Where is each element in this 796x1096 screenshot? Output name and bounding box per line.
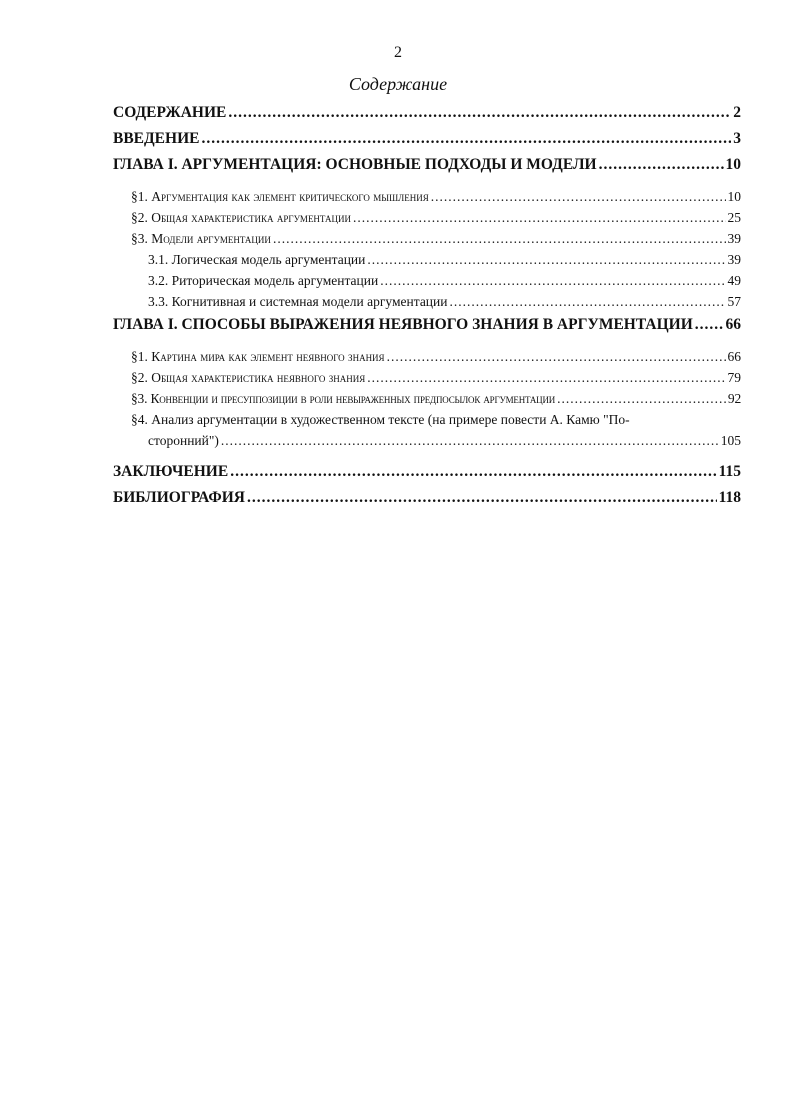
toc-entry-ch2-sec4[interactable] bbox=[113, 409, 741, 451]
toc-entry-label-line2: сторонний") bbox=[148, 433, 219, 448]
toc-entry-ch1-sec3-1[interactable] bbox=[113, 249, 741, 270]
toc-entry-page: 115 bbox=[718, 463, 741, 480]
dot-leader bbox=[557, 388, 726, 409]
toc-entry-page: 39 bbox=[727, 252, 741, 267]
dot-leader bbox=[449, 291, 725, 312]
dot-leader bbox=[695, 312, 724, 338]
toc-entry-label: 3.2. Риторическая модель аргументации bbox=[148, 273, 379, 288]
toc-entry-ch1-sec3-2[interactable] bbox=[113, 270, 741, 291]
toc-entry-ch2-sec1[interactable] bbox=[113, 346, 741, 367]
toc-entry-page: 105 bbox=[720, 433, 741, 448]
toc-entry-chapter-1[interactable] bbox=[113, 152, 741, 178]
toc-entry-page: 25 bbox=[727, 210, 741, 225]
toc-entry-page: 10 bbox=[725, 156, 741, 173]
table-of-contents bbox=[113, 100, 741, 511]
toc-entry-page: 2 bbox=[733, 104, 741, 121]
toc-entry-page: 66 bbox=[727, 349, 741, 364]
toc-entry-label: ВВЕДЕНИЕ bbox=[113, 130, 200, 147]
dot-leader bbox=[247, 485, 717, 511]
toc-entry-page: 57 bbox=[727, 294, 741, 309]
dot-leader bbox=[230, 459, 716, 485]
toc-entry-chapter-2[interactable] bbox=[113, 312, 741, 338]
dot-leader bbox=[599, 152, 724, 178]
toc-entry-ch2-sec3[interactable] bbox=[113, 388, 741, 409]
toc-entry-label-line1: §4. Анализ аргументации в художественном тексте (на примере повести А. Камю "По- bbox=[131, 412, 630, 427]
toc-entry-page: 3 bbox=[733, 130, 741, 147]
dot-leader bbox=[273, 228, 726, 249]
toc-entry-ch2-sec2[interactable] bbox=[113, 367, 741, 388]
toc-entry-page: 118 bbox=[718, 489, 741, 506]
dot-leader bbox=[367, 367, 725, 388]
dot-leader bbox=[431, 186, 726, 207]
page-number: 2 bbox=[394, 44, 402, 61]
toc-entry-ch1-sec1[interactable] bbox=[113, 186, 741, 207]
toc-entry-label: §3. Конвенции и пресуппозиции в роли невыраженных предпосылок аргументации bbox=[131, 391, 556, 406]
dot-leader bbox=[221, 430, 719, 451]
toc-entry-introduction[interactable] bbox=[113, 126, 741, 152]
dot-leader bbox=[201, 126, 731, 152]
dot-leader bbox=[380, 270, 725, 291]
toc-entry-label: §3. Модели аргументации bbox=[131, 231, 271, 246]
dot-leader bbox=[387, 346, 726, 367]
toc-entry-label: СОДЕРЖАНИЕ bbox=[113, 104, 227, 121]
toc-entry-label: §1. Аргументация как элемент критического мышления bbox=[131, 189, 429, 204]
toc-entry-label: §2. Общая характеристика аргументации bbox=[131, 210, 351, 225]
toc-entry-label: §1. Картина мира как элемент неявного знания bbox=[131, 349, 385, 364]
dot-leader bbox=[367, 249, 725, 270]
dot-leader bbox=[353, 207, 726, 228]
toc-entry-label: ГЛАВА I. СПОСОБЫ ВЫРАЖЕНИЯ НЕЯВНОГО ЗНАНИЯ В АРГУМЕНТАЦИИ bbox=[113, 316, 693, 333]
toc-entry-conclusion[interactable] bbox=[113, 459, 741, 485]
dot-leader bbox=[228, 100, 731, 126]
toc-entry-page: 39 bbox=[727, 231, 741, 246]
toc-entry-ch1-sec2[interactable] bbox=[113, 207, 741, 228]
toc-entry-label: 3.3. Когнитивная и системная модели аргументации bbox=[148, 294, 448, 309]
toc-entry-ch1-sec3-3[interactable] bbox=[113, 291, 741, 312]
toc-entry-page: 79 bbox=[727, 370, 741, 385]
toc-entry-bibliography[interactable] bbox=[113, 485, 741, 511]
toc-entry-page: 10 bbox=[727, 189, 741, 204]
toc-entry-label: БИБЛИОГРАФИЯ bbox=[113, 489, 245, 506]
toc-entry-ch1-sec3[interactable] bbox=[113, 228, 741, 249]
toc-entry-page: 66 bbox=[725, 316, 741, 333]
toc-entry-label: ГЛАВА I. АРГУМЕНТАЦИЯ: ОСНОВНЫЕ ПОДХОДЫ И МОДЕЛИ bbox=[113, 156, 597, 173]
toc-entry-page: 92 bbox=[727, 391, 741, 406]
toc-entry-label: 3.1. Логическая модель аргументации bbox=[148, 252, 366, 267]
toc-entry-label: §2. Общая характеристика неявного знания bbox=[131, 370, 366, 385]
toc-title: Содержание bbox=[348, 74, 448, 94]
toc-entry-contents[interactable] bbox=[113, 100, 741, 126]
toc-entry-page: 49 bbox=[727, 273, 741, 288]
toc-entry-label: ЗАКЛЮЧЕНИЕ bbox=[113, 463, 229, 480]
